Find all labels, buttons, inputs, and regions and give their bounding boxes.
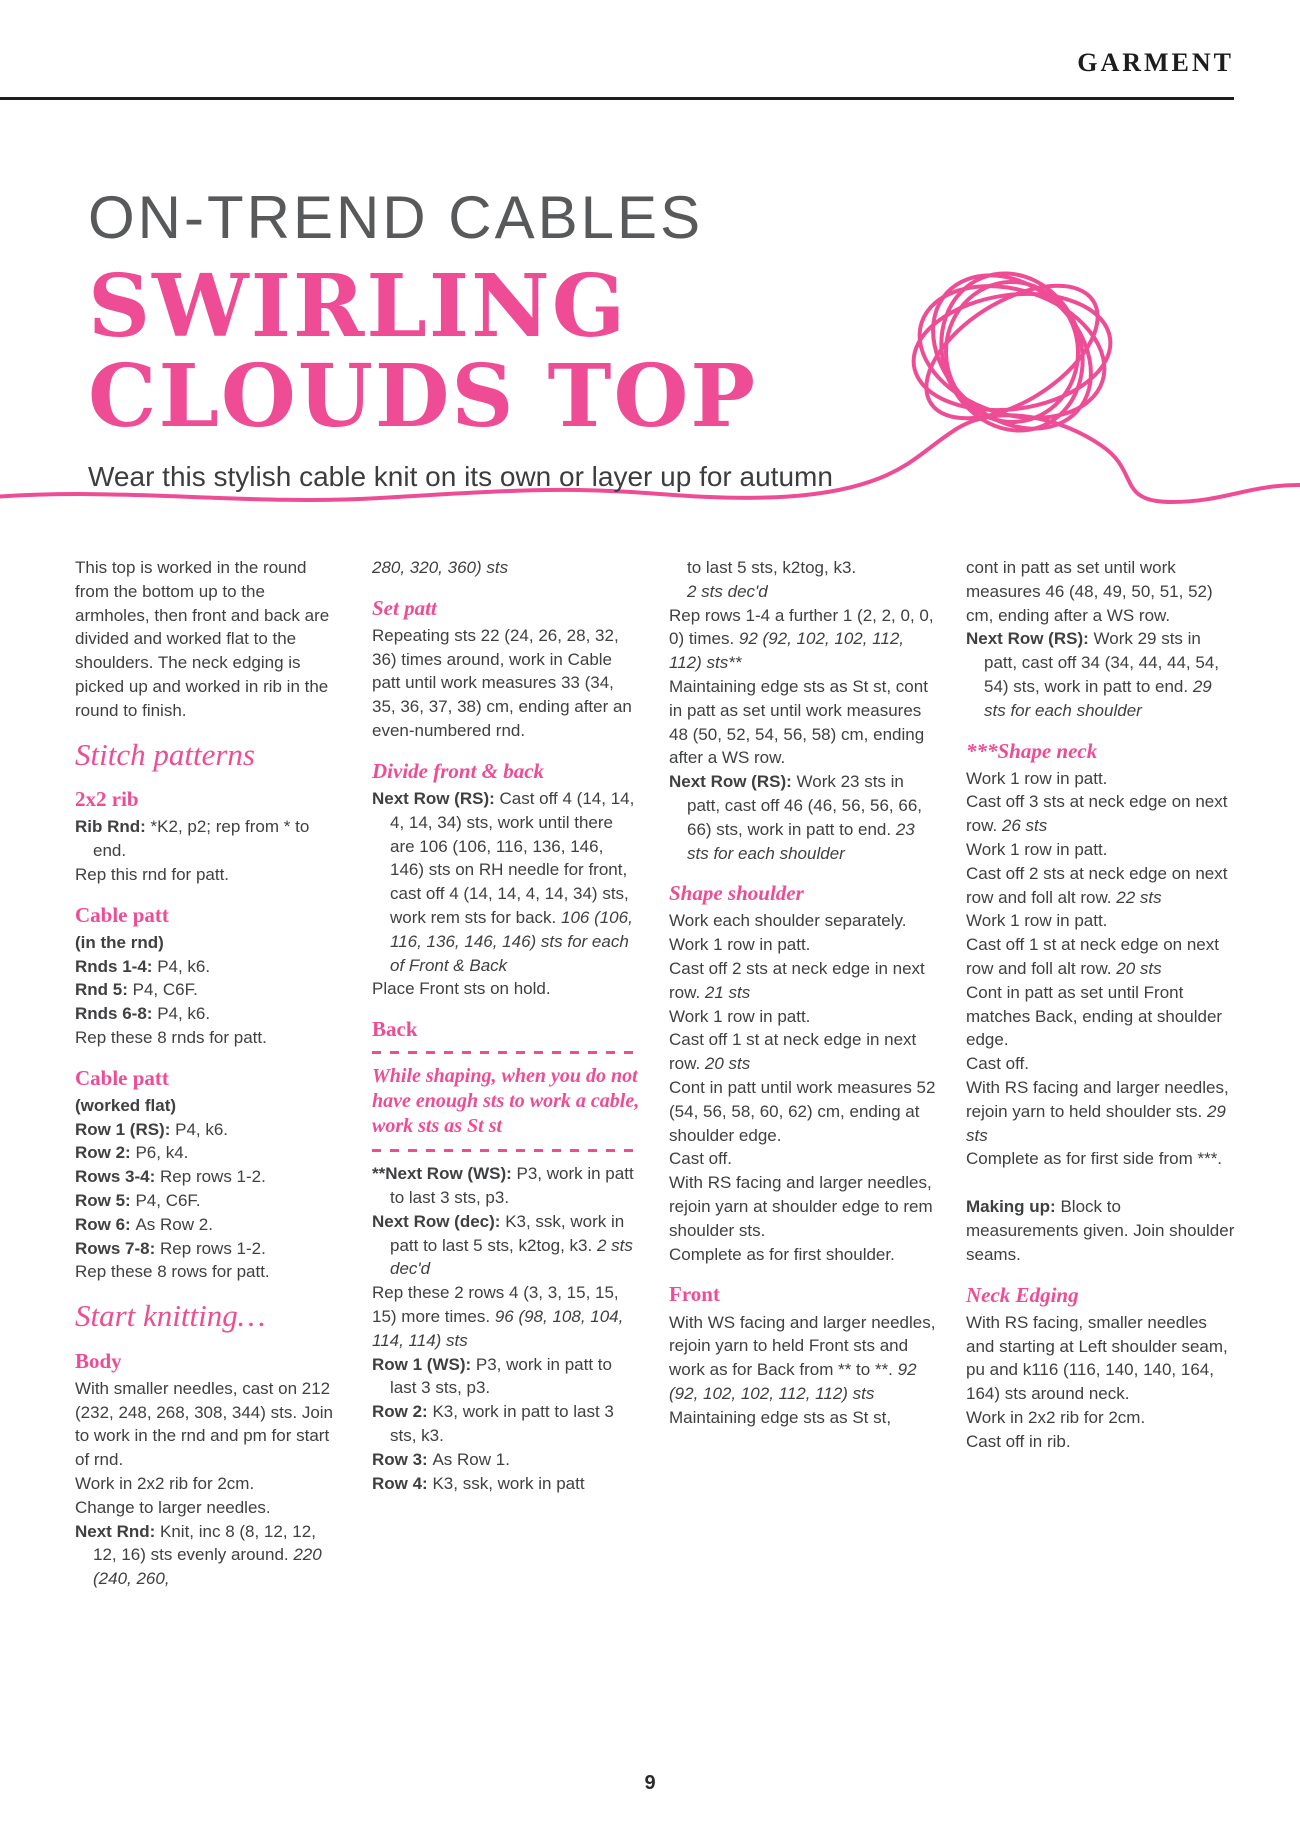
text-segment: Row 1 (RS): <box>75 1119 176 1139</box>
text-segment: P4, k6. <box>175 1119 229 1139</box>
paragraph <box>75 556 344 723</box>
text-segment: While shaping, when you do not have enough sts to work a cable, work sts as St st <box>372 1065 640 1138</box>
text-segment: With RS facing and larger needles, rejoin yarn to held shoulder sts. <box>966 1078 1229 1121</box>
text-segment: Repeating sts 22 (24, 26, 28, 32, 36) times around, work in Cable patt until work measures 33 (34, 35, 36, 37, 38) cm, ending after an even-numbered rnd. <box>372 625 632 741</box>
paragraph <box>669 1311 938 1406</box>
text-segment: Back <box>372 1017 418 1042</box>
text-segment: **Next Row (WS): <box>372 1164 517 1184</box>
sub-heading <box>372 1018 641 1041</box>
paragraph <box>75 863 344 887</box>
sub-heading <box>372 760 641 783</box>
paragraph <box>669 1147 938 1171</box>
text-segment: 2x2 rib <box>75 787 139 812</box>
paragraph <box>966 862 1235 910</box>
article-title-line2: CLOUDS TOP <box>88 346 758 447</box>
text-segment: Complete as for first side from ***. <box>966 1149 1223 1169</box>
paragraph <box>372 1353 641 1401</box>
text-segment: ***Shape neck <box>966 738 1098 763</box>
text-segment: 220 (240, 260, <box>93 1545 322 1589</box>
text-segment: Work each shoulder separately. <box>669 911 907 931</box>
text-segment: 29 sts <box>966 1101 1226 1145</box>
text-segment: Cast off. <box>669 1149 732 1169</box>
text-segment: 2 sts dec'd <box>687 581 768 601</box>
text-segment: 92 (92, 102, 102, 112, 112) sts** <box>669 629 905 673</box>
sub-heading <box>966 740 1235 763</box>
paragraph <box>669 556 938 580</box>
text-segment: P6, k4. <box>135 1143 189 1163</box>
dashed-divider <box>372 1051 641 1054</box>
text-segment: P4, k6. <box>157 1004 211 1024</box>
paragraph <box>75 1377 344 1472</box>
text-segment: Cast off. <box>966 1054 1029 1074</box>
sub-heading <box>75 788 344 811</box>
text-segment: Rep rows 1-2. <box>160 1167 266 1187</box>
text-segment: Change to larger needles. <box>75 1497 271 1517</box>
section-heading <box>75 1300 344 1333</box>
paragraph <box>966 790 1235 838</box>
text-segment: Cast off 1 st at neck edge in next row. <box>669 1030 917 1074</box>
pattern-column-4 <box>966 556 1235 1591</box>
text-segment: Rep these 2 rows 4 (3, 3, 15, 15, 15) more times. <box>372 1283 619 1327</box>
text-segment: Stitch patterns <box>75 736 255 772</box>
text-segment: 280, 320, 360) sts <box>372 558 509 577</box>
section-heading <box>75 736 344 772</box>
paragraph <box>75 1260 344 1284</box>
page-number: 9 <box>644 1772 656 1794</box>
pattern-column-2 <box>372 556 641 1591</box>
paragraph <box>669 957 938 1005</box>
text-segment: Cable patt <box>75 1065 169 1090</box>
paragraph <box>966 933 1235 981</box>
paragraph <box>75 1237 344 1261</box>
paragraph <box>75 978 344 1002</box>
text-segment: Complete as for first shoulder. <box>669 1244 895 1264</box>
paragraph <box>669 1406 938 1430</box>
sub-heading <box>75 1067 344 1090</box>
paragraph <box>669 1243 938 1267</box>
text-segment: cont in patt as set until work measures 46 (48, 49, 50, 51, 52) cm, ending after a WS row. <box>966 558 1213 625</box>
text-segment: 96 (98, 108, 104, 114, 114) sts <box>372 1307 624 1350</box>
text-segment: Work 1 row in patt. <box>966 768 1108 788</box>
text-segment: Row 4: <box>372 1473 433 1493</box>
text-segment: Block to measurements given. Join shoulder seams. <box>966 1197 1235 1264</box>
text-segment: Cable patt <box>75 902 169 927</box>
article-overline: ON-TREND CABLES <box>88 184 704 251</box>
text-segment: As Row 2. <box>135 1214 213 1234</box>
text-segment: 23 sts for each shoulder <box>687 819 915 863</box>
text-segment: Work 1 row in patt. <box>966 911 1108 931</box>
text-segment: Start knitting… <box>75 1298 266 1334</box>
text-segment: Work 1 row in patt. <box>669 935 811 955</box>
paragraph <box>669 580 938 604</box>
text-segment: Front <box>669 1282 720 1307</box>
text-segment: Rep this rnd for patt. <box>75 864 230 884</box>
text-segment: Rows 3-4: <box>75 1167 161 1187</box>
paragraph <box>966 767 1235 791</box>
paragraph <box>669 770 938 865</box>
paragraph <box>966 981 1235 1052</box>
text-segment: Rnds 1-4: <box>75 956 158 976</box>
text-segment: Next Rnd: <box>75 1521 160 1541</box>
text-segment: (worked flat) <box>75 1095 177 1115</box>
paragraph <box>966 1052 1235 1076</box>
text-segment: Rep these 8 rows for patt. <box>75 1262 270 1282</box>
paragraph <box>372 1210 641 1281</box>
text-segment: 26 sts <box>1001 816 1048 836</box>
paragraph <box>75 1141 344 1165</box>
text-segment: Cast off 1 st at neck edge on next row and foll alt row. <box>966 935 1219 979</box>
paragraph <box>669 933 938 957</box>
text-segment: Next Row (dec): <box>372 1211 506 1231</box>
paragraph <box>372 1448 641 1472</box>
paragraph <box>966 556 1235 627</box>
text-segment: Row 5: <box>75 1190 136 1210</box>
text-segment: Row 1 (WS): <box>372 1354 476 1374</box>
sub-heading <box>669 882 938 905</box>
paragraph <box>372 556 641 580</box>
paragraph <box>75 1213 344 1237</box>
paragraph <box>372 624 641 743</box>
paragraph <box>669 675 938 770</box>
text-segment: 22 sts <box>1116 887 1162 907</box>
text-segment: Next Row (RS): <box>372 788 500 808</box>
text-segment: Rep these 8 rnds for patt. <box>75 1027 267 1047</box>
text-segment: Knit, inc 8 (8, 12, 12, 12, 16) sts evenly around. <box>93 1521 316 1565</box>
pattern-note <box>372 1064 641 1139</box>
paragraph <box>966 1430 1235 1454</box>
paragraph <box>75 931 344 955</box>
text-segment: Cast off 3 sts at neck edge on next row. <box>966 792 1228 836</box>
text-segment: 92 (92, 102, 102, 112, 112) sts <box>669 1360 917 1403</box>
text-segment: K3, ssk, work in patt <box>432 1473 585 1493</box>
paragraph <box>75 1026 344 1050</box>
paragraph <box>372 977 641 1001</box>
paragraph <box>75 815 344 863</box>
text-segment: 21 sts <box>704 982 751 1002</box>
header-rule <box>0 97 1234 100</box>
text-segment: (in the rnd) <box>75 932 164 952</box>
paragraph <box>372 1162 641 1210</box>
text-segment: Work in 2x2 rib for 2cm. <box>75 1473 255 1493</box>
text-segment: 2 sts dec'd <box>390 1235 633 1279</box>
text-segment: Divide front & back <box>372 758 545 783</box>
text-segment: With WS facing and larger needles, rejoin yarn to held Front sts and work as for Back from ** to **. <box>669 1312 936 1380</box>
paragraph <box>966 1311 1235 1406</box>
paragraph <box>669 1076 938 1147</box>
text-segment: 29 sts for each shoulder <box>984 676 1212 720</box>
article-title <box>88 256 908 447</box>
text-segment: Rep rows 1-4 a further 1 (2, 2, 0, 0, 0) times. <box>669 605 934 649</box>
dashed-divider <box>372 1149 641 1152</box>
text-segment: 20 sts <box>1116 959 1162 979</box>
pattern-column-3 <box>669 556 938 1591</box>
sub-heading <box>966 1284 1235 1307</box>
text-segment: P3, work in patt to last 3 sts, p3. <box>390 1164 634 1208</box>
spacer <box>966 1171 1235 1195</box>
text-segment: P4, C6F. <box>132 980 198 1000</box>
text-segment: P4, C6F. <box>135 1190 201 1210</box>
text-segment: P3, work in patt to last 3 sts, p3. <box>390 1354 612 1398</box>
text-segment: Work in 2x2 rib for 2cm. <box>966 1407 1146 1427</box>
text-segment: Next Row (RS): <box>966 629 1094 649</box>
masthead <box>88 184 908 494</box>
paragraph <box>966 627 1235 722</box>
text-segment: Cast off 2 sts at neck edge in next row. <box>669 959 925 1002</box>
text-segment: Making up: <box>966 1197 1061 1217</box>
text-segment: Shape shoulder <box>669 881 804 906</box>
paragraph <box>966 1195 1235 1266</box>
pattern-column-1 <box>75 556 344 1591</box>
text-segment: Set patt <box>372 595 437 620</box>
paragraph <box>966 1147 1235 1171</box>
section-kicker: GARMENT <box>1077 48 1234 77</box>
paragraph <box>75 1496 344 1520</box>
paragraph <box>669 1171 938 1242</box>
text-segment: Row 2: <box>75 1143 136 1163</box>
text-segment: Work 23 sts in patt, cast off 46 (46, 56, 56, 66, 66) sts, work in patt to end. <box>687 772 923 839</box>
paragraph <box>669 1028 938 1076</box>
text-segment: With RS facing, smaller needles and starting at Left shoulder seam, pu and k116 (116, 140, 140, 164, 164) sts around neck. <box>966 1312 1228 1404</box>
text-segment: 20 sts <box>704 1054 751 1074</box>
pattern-columns <box>75 556 1235 1591</box>
text-segment: Cast off 4 (14, 14, 4, 14, 34) sts, work until there are 106 (106, 116, 136, 146, 146) sts on RH needle for front, cast off 4 (14, 14, 4, 14, 34) sts, work rem sts for back. <box>390 788 635 927</box>
text-segment: K3, ssk, work in patt to last 5 sts, k2tog, k3. <box>390 1211 625 1255</box>
article-title-line1: SWIRLING <box>88 256 628 357</box>
sub-heading <box>75 904 344 927</box>
paragraph <box>372 787 641 977</box>
paragraph <box>75 955 344 979</box>
text-segment: With smaller needles, cast on 212 (232, 248, 268, 308, 344) sts. Join to work in the rnd and pm for start of rnd. <box>75 1378 334 1470</box>
text-segment: With RS facing and larger needles, rejoin yarn at shoulder edge to rem shoulder sts. <box>669 1173 933 1240</box>
paragraph <box>966 1076 1235 1147</box>
text-segment: Neck Edging <box>966 1282 1079 1307</box>
text-segment: Maintaining edge sts as St st, cont in patt as set until work measures 48 (50, 52, 54, 56, 58) cm, ending after a WS row. <box>669 676 928 768</box>
text-segment: Row 3: <box>372 1449 433 1469</box>
text-segment: Rnd 5: <box>75 980 133 1000</box>
text-segment: K3, work in patt to last 3 sts, k3. <box>390 1402 614 1445</box>
text-segment: Work 1 row in patt. <box>669 1006 811 1026</box>
text-segment: Next Row (RS): <box>669 772 797 792</box>
sub-heading <box>75 1350 344 1373</box>
paragraph <box>966 909 1235 933</box>
paragraph <box>75 1165 344 1189</box>
paragraph <box>669 909 938 933</box>
text-segment: Maintaining edge sts as St st, <box>669 1407 892 1427</box>
article-subtitle: Wear this stylish cable knit on its own or layer up for autumn <box>88 461 833 492</box>
paragraph <box>372 1281 641 1352</box>
sub-heading <box>372 597 641 620</box>
text-segment: Work 1 row in patt. <box>966 840 1108 860</box>
text-segment: Place Front sts on hold. <box>372 979 551 999</box>
paragraph <box>966 838 1235 862</box>
paragraph <box>372 1472 641 1496</box>
text-segment: 106 (106, 116, 136, 146, 146) sts for each of Front & Back <box>390 907 633 975</box>
paragraph <box>75 1189 344 1213</box>
paragraph <box>966 1406 1235 1430</box>
text-segment: Cast off 2 sts at neck edge on next row and foll alt row. <box>966 863 1228 907</box>
text-segment: As Row 1. <box>432 1449 510 1469</box>
paragraph <box>75 1472 344 1496</box>
text-segment: Row 6: <box>75 1214 136 1234</box>
paragraph <box>669 1005 938 1029</box>
text-segment: Cast off in rib. <box>966 1431 1071 1451</box>
paragraph <box>372 1400 641 1448</box>
text-segment: Rnds 6-8: <box>75 1004 158 1024</box>
text-segment: P4, k6. <box>157 956 211 976</box>
paragraph <box>75 1118 344 1142</box>
paragraph <box>75 1520 344 1591</box>
paragraph <box>669 604 938 675</box>
paragraph <box>75 1002 344 1026</box>
text-segment: Cont in patt until work measures 52 (54, 56, 58, 60, 62) cm, ending at shoulder edge. <box>669 1078 936 1145</box>
text-segment: Row 2: <box>372 1402 433 1422</box>
text-segment: Rep rows 1-2. <box>160 1238 266 1258</box>
text-segment: Rows 7-8: <box>75 1238 161 1258</box>
text-segment: Rib Rnd: <box>75 817 151 837</box>
text-segment: Body <box>75 1348 122 1373</box>
text-segment: This top is worked in the round from the bottom up to the armholes, then front and back are divided and worked flat to the shoulders. The neck edging is picked up and worked in rib in the round to finish. <box>75 558 330 720</box>
text-segment: Cont in patt as set until Front matches Back, ending at shoulder edge. <box>966 982 1223 1050</box>
sub-heading <box>669 1283 938 1306</box>
text-segment: Work 29 sts in patt, cast off 34 (34, 44, 44, 54, 54) sts, work in patt to end. <box>984 629 1220 696</box>
text-segment: to last 5 sts, k2tog, k3. <box>687 558 857 577</box>
paragraph <box>75 1094 344 1118</box>
text-segment: *K2, p2; rep from * to end. <box>93 817 310 861</box>
